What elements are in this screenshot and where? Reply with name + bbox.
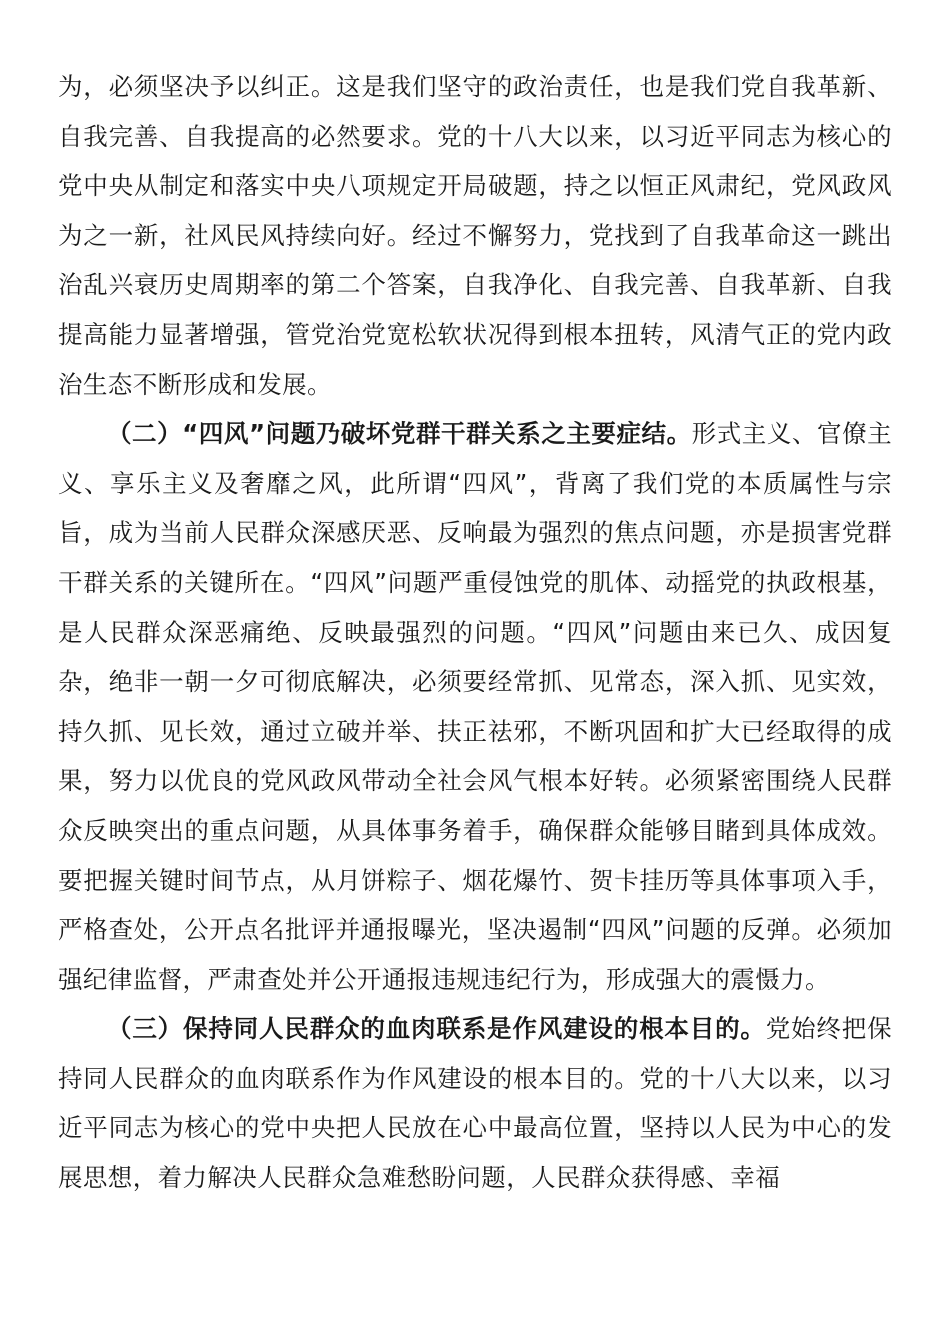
paragraph-3 [58,1004,892,1202]
paragraph-1 [58,62,892,409]
paragraph-1-text: 为，必须坚决予以纠正。这是我们坚守的政治责任，也是我们党自我革新、自我完善、自我提高的必然要求。党的十八大以来，以习近平同志为核心的党中央从制定和落实中央八项规定开局破题，持之以恒正风肃纪，党风政风为之一新，社风民风持续向好。经过不懈努力，党找到了自我革命这一跳出治乱兴衰历史周期率的第二个答案，自我净化、自我完善、自我革新、自我提高能力显著增强，管党治党宽松软状况得到根本扭转，风清气正的党内政治生态不断形成和发展。 [58,72,892,399]
document-page [58,62,892,1203]
paragraph-2-heading: （二）“四风”问题乃破坏党群干群关系之主要症结。 [107,419,692,449]
paragraph-3-heading: （三）保持同人民群众的血肉联系是作风建设的根本目的。 [107,1014,766,1044]
paragraph-2 [58,409,892,1004]
paragraph-3-text: 党始终把保持同人民群众的血肉联系作为作风建设的根本目的。党的十八大以来，以习近平同志为核心的党中央把人民放在心中最高位置，坚持以人民为中心的发展思想，着力解决人民群众急难愁盼问题，人民群众获得感、幸福 [58,1014,892,1193]
paragraph-2-text: 形式主义、官僚主义、享乐主义及奢靡之风，此所谓“四风”，背离了我们党的本质属性与宗旨，成为当前人民群众深感厌恶、反响最为强烈的焦点问题，亦是损害党群干群关系的关键所在。“四风”问题严重侵蚀党的肌体、动摇党的执政根基，是人民群众深恶痛绝、反映最强烈的问题。“四风”问题由来已久、成因复杂，绝非一朝一夕可彻底解决，必须要经常抓、见常态，深入抓、见实效，持久抓、见长效，通过立破并举、扶正祛邪，不断巩固和扩大已经取得的成果，努力以优良的党风政风带动全社会风气根本好转。必须紧密围绕人民群众反映突出的重点问题，从具体事务着手，确保群众能够目睹到具体成效。要把握关键时间节点，从月饼粽子、烟花爆竹、贺卡挂历等具体事项入手，严格查处，公开点名批评并通报曝光，坚决遏制“四风”问题的反弹。必须加强纪律监督，严肃查处并公开通报违规违纪行为，形成强大的震慑力。 [58,419,892,994]
